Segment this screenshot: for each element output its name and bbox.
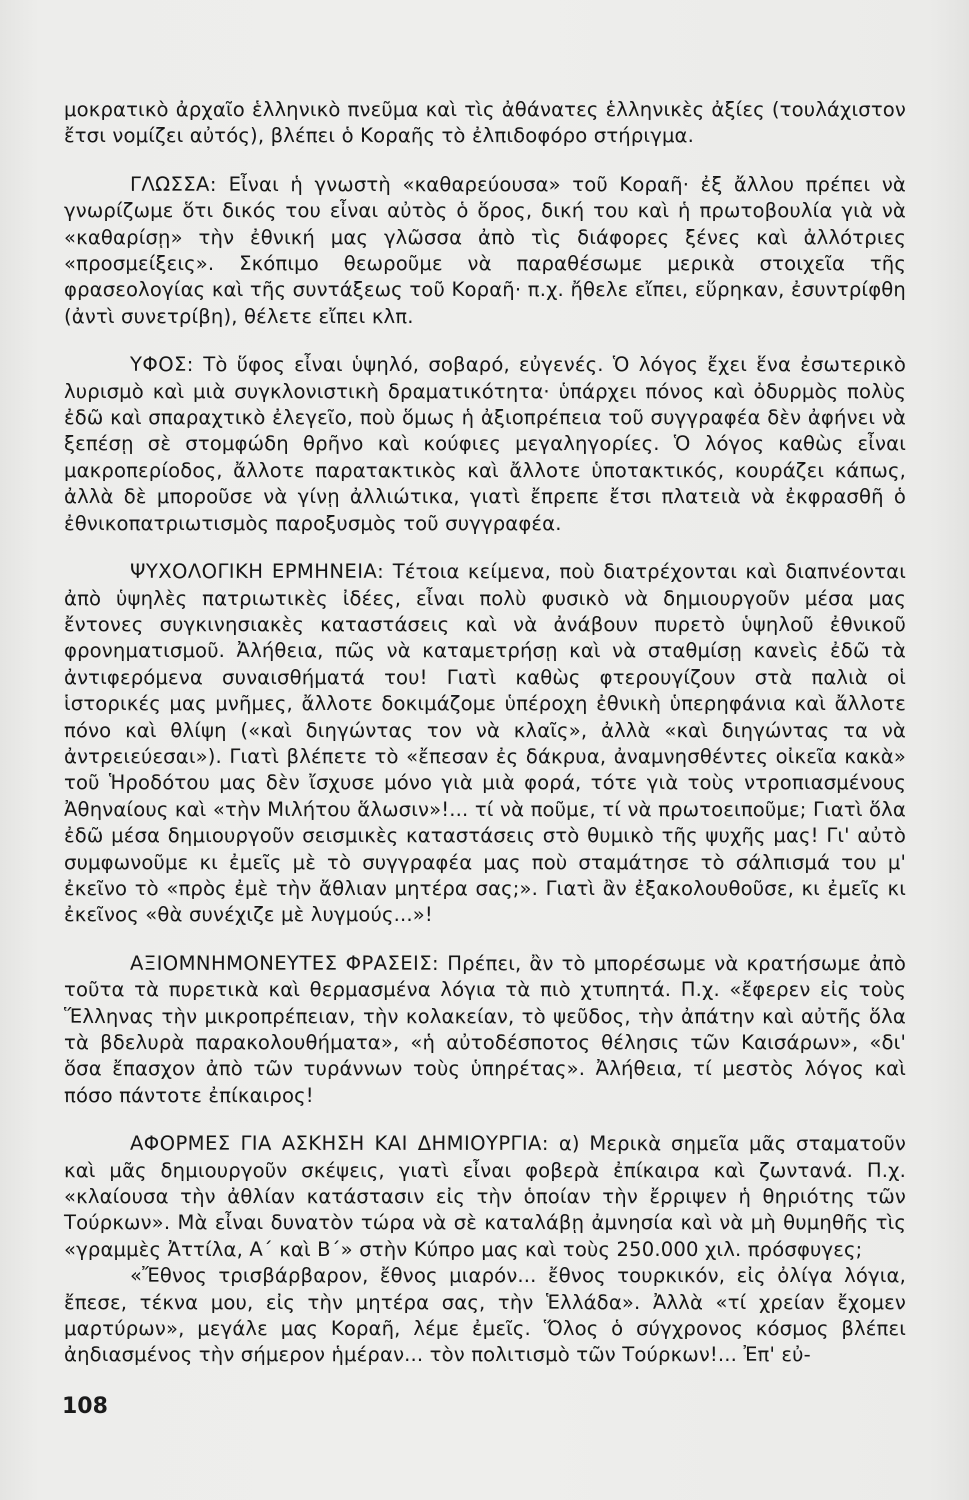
paragraph-text: μοκρατικὸ ἀρχαῖο ἑλληνικὸ πνεῦμα καὶ τὶς ἀθάνατες ἑλληνικὲς ἀξίες (τουλάχιστον ἔτσι νομίζει αὐτός), βλέπει ὁ Κοραῆς τὸ ἐλπιδοφόρο στήριγμα. xyxy=(64,98,906,148)
paragraph-text: Πρέπει, ἂν τὸ μπορέσωμε νὰ κρατήσωμε ἀπὸ τοῦτα τὰ πυρετικὰ καὶ θερμασμένα λόγια τὰ πιὸ χτυπητά. Π.χ. «ἔφερεν εἰς τοὺς Ἕλληνας τὴν μικροπρέπειαν, τὴν κολακείαν, τὸ ψεῦδος, τὴν ἀπάτην καὶ αὐτῆς ὅλα τὰ βδελυρὰ παρακολουθήματα», «ἡ αὐτοδέσποτος θέλησις τῶν Καισάρων», «δι' ὅσα ἔπασχον ἀπὸ τῶν τυράννων τοὺς ὑπηρέτας». Ἀλήθεια, τί μεστὸς λόγος καὶ πόσο πάντοτε ἐπίκαιρος! xyxy=(64,951,907,1107)
body-text xyxy=(64,97,906,1369)
section-heading: ΓΛΩΣΣΑ: xyxy=(130,172,229,196)
paragraph-aformes xyxy=(64,1131,906,1263)
paragraph-text: α) Μερικὰ σημεῖα μᾶς σταματοῦν καὶ μᾶς δημιουργοῦν σκέψεις, γιατὶ εἶναι φοβερὰ ἐπίκαιρα καὶ ζωντανά. Π.χ. «κλαίουσα τὴν ἀθλίαν κατάστασιν εἰς τὴν ὁποίαν τὴν ἔρριψεν ἡ θηριότης τῶν Τούρκων». Μὰ εἶναι δυνατὸν τώρα νὰ σὲ καταλάβῃ ἀμνησία καὶ νὰ μὴ θυμηθῆς τὶς «γραμμὲς Ἀττίλα, Α΄ καὶ Β΄» στὴν Κύπρο μας καὶ τοὺς 250.000 χιλ. πρόσφυγες; xyxy=(64,1132,906,1261)
section-heading: ΥΦΟΣ: xyxy=(130,353,204,377)
section-heading: ΑΦΟΡΜΕΣ ΓΙΑ ΑΣΚΗΣΗ ΚΑΙ ΔΗΜΙΟΥΡΓΙΑ: xyxy=(130,1132,559,1156)
paragraph-fraseis xyxy=(64,951,906,1109)
section-heading: ΨΥΧΟΛΟΓΙΚΗ ΕΡΜΗΝΕΙΑ: xyxy=(130,560,393,584)
paragraph-text: «Ἔθνος τρισβάρβαρον, ἔθνος μιαρόν... ἔθνος τουρκικόν, εἰς ὀλίγα λόγια, ἔπεσε, τέκνα μου, εἰς τὴν μητέρα σας, τὴν Ἑλλάδα». Ἀλλὰ «τί χρείαν ἔχομεν μαρτύρων», μεγάλε μας Κοραῆ, λέμε ἐμεῖς. Ὅλος ὁ σύγχρονος κόσμος βλέπει ἀηδιασμένος τὴν σήμερον ἡμέραν... τὸν πολιτισμὸ τῶν Τούρκων!... Ἐπ' εὐ- xyxy=(64,1264,906,1367)
paragraph-psychologiki xyxy=(64,559,906,929)
paragraph-yfos xyxy=(64,352,906,537)
paragraph-glossa xyxy=(64,172,906,330)
paragraph-text: Τὸ ὕφος εἶναι ὑψηλό, σοβαρό, εὐγενές. Ὁ λόγος ἔχει ἕνα ἐσωτερικὸ λυρισμὸ καὶ μιὰ συγκλονιστικὴ δραματικότητα· ὑπάρχει πόνος καὶ ὀδυρμὸς πολὺς ἐδῶ καὶ σπαραχτικὸ ἐλεγεῖο, ποὺ ὅμως ἡ ἀξιοπρέπεια τοῦ συγγραφέα δὲν ἀφήνει νὰ ξεπέσῃ σὲ στομφώδη θρῆνο καὶ κούφιες μεγαληγορίες. Ὁ λόγος καθὼς εἶναι μακροπερίοδος, ἄλλοτε παρατακτικὸς καὶ ἄλλοτε ὑποτακτικός, κουράζει κάπως, ἀλλὰ δὲ μποροῦσε νὰ γίνῃ ἀλλιώτικα, γιατὶ ἔπρεπε ἔτσι πλατειὰ νὰ ἐκφρασθῆ ὁ ἐθνικοπατριωτισμὸς παροξυσμὸς τοῦ συγγραφέα. xyxy=(64,353,906,535)
paragraph-text: Τέτοια κείμενα, ποὺ διατρέχονται καὶ διαπνέονται ἀπὸ ὑψηλὲς πατριωτικὲς ἰδέες, εἶναι πολὺ φυσικὸ νὰ δημιουργοῦν μέσα μας ἔντονες συγκινησιακὲς καταστάσεις καὶ νὰ ἀνάβουν πυρετὸ ὑψηλοῦ ἐθνικοῦ φρονηματισμοῦ. Ἀλήθεια, πῶς νὰ καταμετρήσῃ καὶ νὰ σταθμίσῃ κανεὶς ἐδῶ τὰ ἀντιφερόμενα συναισθήματά του! Γιατὶ καθὼς φτερουγίζουν στὰ παλιὰ οἱ ἱστορικές μας μνῆμες, ἄλλοτε δοκιμάζομε ὑπέροχη ἐθνικὴ ὑπερηφάνια καὶ ἄλλοτε πόνο καὶ θλίψη («καὶ διηγώντας τον νὰ κλαῖς», ἀλλὰ «καὶ διηγώντας τα νὰ ἀντρειεύεσαι»). Γιατὶ βλέπετε τὸ «ἔπεσαν ἐς δάκρυα, ἀναμνησθέντες οἰκεῖα κακὰ» τοῦ Ἡροδότου μας δὲν ἴσχυσε μόνο γιὰ μιὰ φορά, τότε γιὰ τοὺς ντροπιασμένους Ἀθηναίους καὶ «τὴν Μιλήτου ἅλωσιν»!... τί νὰ ποῦμε, τί νὰ πρωτοειποῦμε; Γιατὶ ὅλα ἐδῶ μέσα δημιουργοῦν σεισμικὲς καταστάσεις στὸ θυμικὸ τῆς ψυχῆς μας! Γι' αὐτὸ συμφωνοῦμε κι ἐμεῖς μὲ τὸ συγγραφέα μας ποὺ σταμάτησε τὸ σάλπισμά του μ' ἐκεῖνο τὸ «πρὸς ἐμὲ τὴν ἄθλιαν μητέρα σας;». Γιατὶ ἂν ἐξακολουθοῦσε, κι ἐμεῖς κι ἐκεῖνος «θὰ συνέχιζε μὲ λυγμούς...»! xyxy=(64,560,906,927)
page-number: 108 xyxy=(62,1394,108,1419)
section-heading: ΑΞΙΟΜΝΗΜΟΝΕΥΤΕΣ ΦΡΑΣΕΙΣ: xyxy=(130,951,448,975)
paragraph-ethnos xyxy=(64,1263,906,1369)
paragraph-intro xyxy=(64,97,906,150)
paragraph-text: Εἶναι ἡ γνωστὴ «καθαρεύουσα» τοῦ Κοραῆ· ἐξ ἄλλου πρέπει νὰ γνωρίζωμε ὅτι δικός του εἶναι αὐτὸς ὁ ὅρος, δική του καὶ ἡ πρωτοβουλία γιὰ νὰ «καθαρίσῃ» τὴν ἐθνική μας γλῶσσα ἀπὸ τὶς διάφορες ξένες καὶ ἀλλότριες «προσμείξεις». Σκόπιμο θεωροῦμε νὰ παραθέσωμε μερικὰ στοιχεῖα τῆς φρασεολογίας καὶ τῆς συντάξεως τοῦ Κοραῆ· π.χ. ἤθελε εἴπει, εὕρηκαν, ἐσυντρίφθη (ἀντὶ συνετρίβη), θέλετε εἴπει κλπ. xyxy=(64,172,906,328)
